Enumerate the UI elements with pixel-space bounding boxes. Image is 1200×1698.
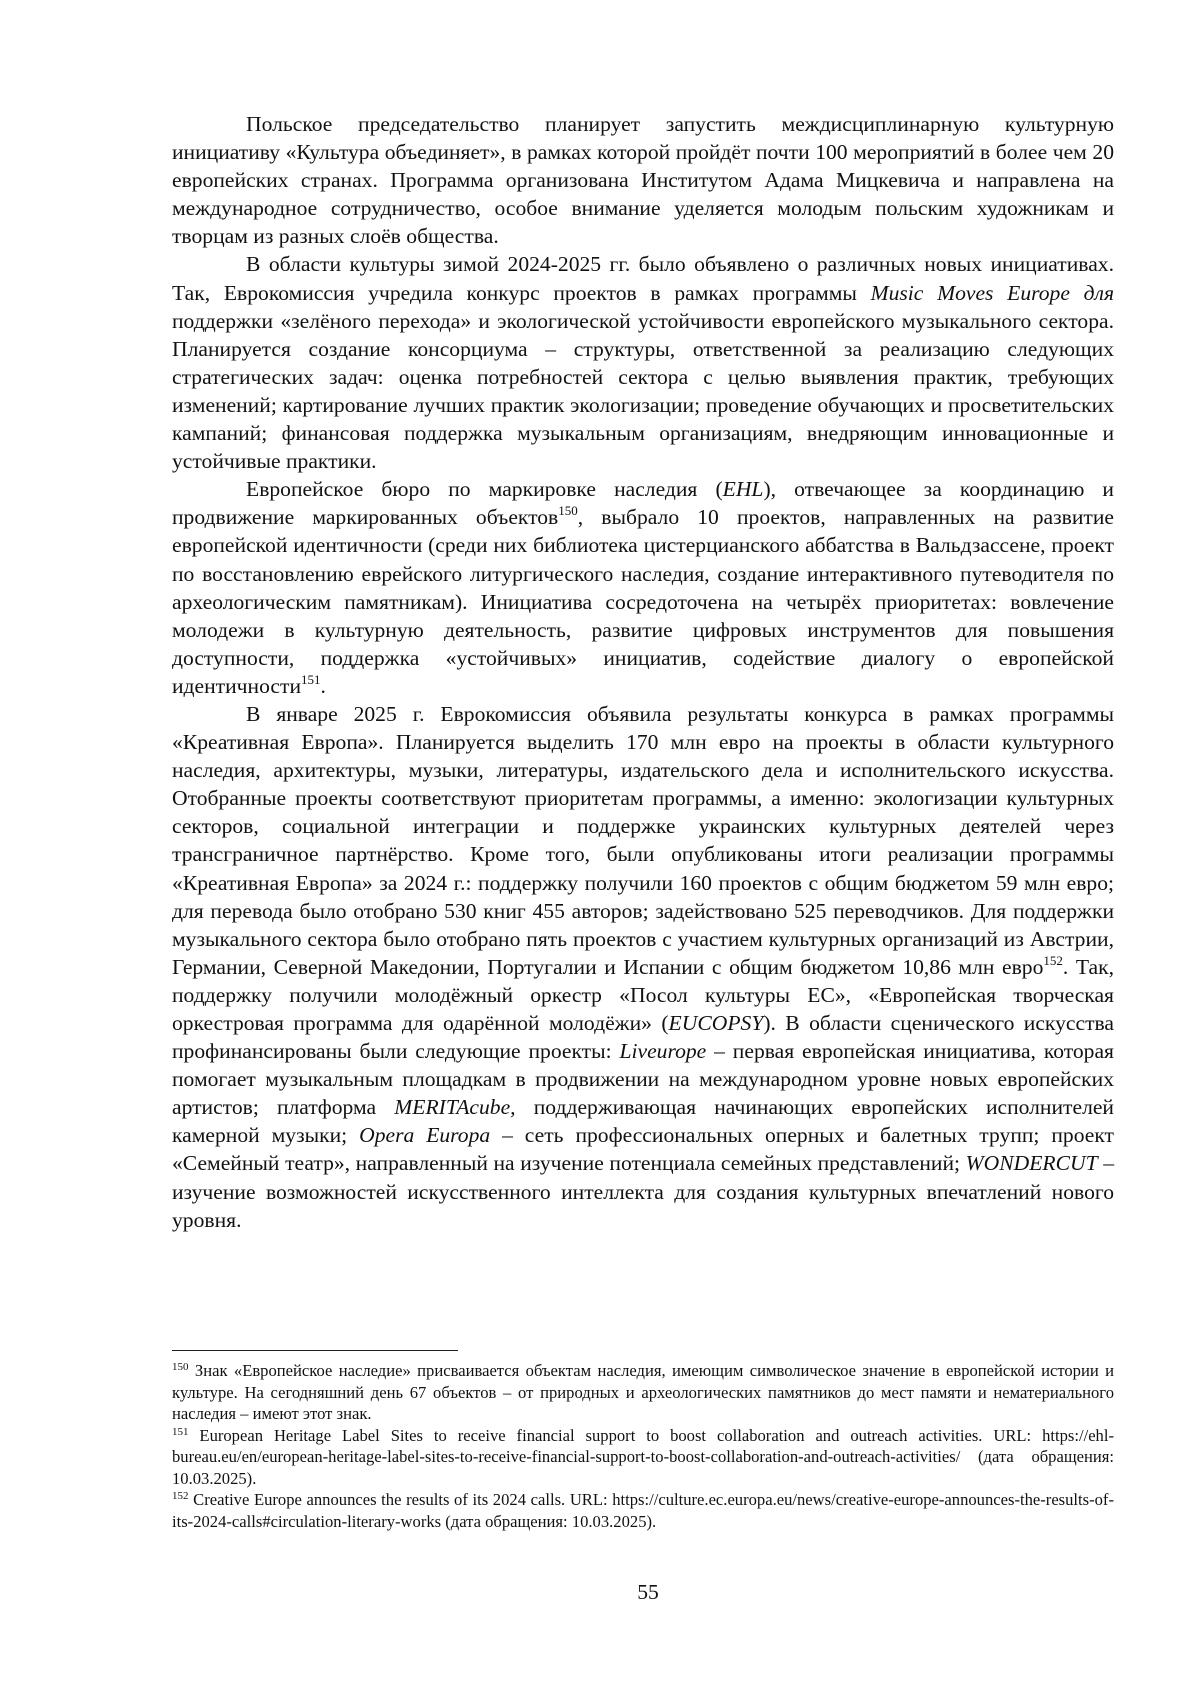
abbr-ehl: EHL [722,477,764,502]
footnote-number: 152 [172,1490,189,1502]
footnote-151[interactable] [172,1425,1114,1490]
project-liveurope: Liveurope [619,1039,707,1064]
footnotes [172,1360,1114,1532]
paragraph-1: Польское председательство планирует запустить междисциплинарную культурную инициативу «Культура объединяет», в рамках которой пройдёт почти 100 мероприятий в более чем 20 европейских странах. Программа организована Институтом Адама Мицкевича и направлена на международное сотрудничество, особое внимание уделяется молодым польским художникам и творцам из разных слоёв общества. [172,112,1114,249]
footnote-ref-151[interactable]: 151 [301,671,321,687]
footnote-separator [172,1350,458,1351]
footnote-text[interactable]: Creative Europe announces the results of its 2024 calls. URL: https://culture.ec.europa.eu/news/creative-europe-announces-the-results-of-its-2024-calls#circulation-literary-works (дата обращения: 10.03.2025). [172,1490,1114,1531]
body-text [172,110,1114,1234]
footnote-ref-152[interactable]: 152 [1043,952,1063,968]
paragraph-3: Европейское бюро по маркировке наследия (EHL), отвечающее за координацию и продвижение маркированных объектов$^{150}$, выбрало 10 проектов, направленных на развитие европейской идентичности (среди них библиотека цистерцианского аббатства в Вальдзассене, проект по восстановлению еврейского литургического наследия, создание интерактивного путеводителя по археологическим памятникам). Инициатива сосредоточена на четырёх приоритетах: вовлечение молодежи в культурную деятельность, развитие цифровых инструментов для повышения доступности, поддержка «устойчивых» инициатив, содействие диалогу о европейской идентичности$^{151}$. [172,477,1114,698]
project-wondercut: WONDERCUT [965,1151,1098,1176]
footnote-150 [172,1360,1114,1425]
paragraph-4: В январе 2025 г. Еврокомиссия объявила результаты конкурса в рамках программы «Креативная Европа». Планируется выделить 170 млн евро на проекты в области культурного наследия, архитектуры, музыки, литературы, издательского дела и исполнительского искусства. Отобранные проекты соответствуют приоритетам программы, а именно: экологизации культурных секторов, социальной интеграции и поддержке украинских культурных деятелей через трансграничное партнёрство. Кроме того, были опубликованы итоги реализации программы «Креативная Европа» за 2024 г.: поддержку получили 160 проектов с общим бюджетом 59 млн евро; для перевода было отобрано 530 книг 455 авторов; задействовано 525 переводчиков. Для поддержки музыкального сектора было отобрано пять проектов с участием культурных организаций из Австрии, Германии, Северной Македонии, Португалии и Испании с общим бюджетом 10,86 млн евро$^{152}$. Так, поддержку получили молодёжный оркестр «Посол культуры ЕС», «Европейская творческая оркестровая программа для одарённой молодёжи» (EUCOPSY). В области сценического искусства профинансированы были следующие проекты: Liveurope – первая европейская инициатива, которая помогает музыкальным площадкам в продвижении на международном уровне новых европейских артистов; платформа MERITAcube, поддерживающая начинающих европейских исполнителей камерной музыки; Opera Europa – сеть профессиональных оперных и балетных трупп; проект «Семейный театр», направленный на изучение потенциала семейных представлений; WONDERCUT – изучение возможностей искусственного интеллекта для создания культурных впечатлений нового уровня. [172,701,1115,1232]
page-number: 55 [637,1580,659,1604]
footnote-text[interactable]: European Heritage Label Sites to receive financial support to boost collaboration and outreach activities. URL: https://ehl-bureau.eu/en/european-heritage-label-sites-to-receive-financial-support-to-boost-collaboration-and-outreach-activities/ (дата обращения: 10.03.2025). [172,1425,1114,1488]
footnote-number: 150 [172,1361,189,1373]
footnote-number: 151 [172,1425,189,1438]
footnote-ref-150[interactable]: 150 [558,503,578,519]
program-name-music-moves-europe: Music Moves Europe для [870,280,1114,305]
footnote-152[interactable] [172,1489,1114,1532]
project-opera-europa: Opera Europa [359,1123,491,1148]
project-eucopsy: EUCOPSY [668,1011,764,1035]
project-meritacube: MERITAcube, [394,1095,516,1120]
footnote-text: Знак «Европейское наследие» присваивается объектам наследия, имеющим символическое значение в европейской истории и культуре. На сегодняшний день 67 объектов – от природных и археологических памятников до мест памяти и нематериального наследия – имеют этот знак. [172,1361,1114,1423]
paragraph-2: В области культуры зимой 2024-2025 гг. было объявлено о различных новых инициативах. Так, Еврокомиссия учредила конкурс проектов в рамках программы Music Moves Europe для поддержки «зелёного перехода» и экологической устойчивости европейского музыкального сектора. Планируется создание консорциума – структуры, ответственной за реализацию следующих стратегических задач: оценка потребностей сектора с целью выявления практик, требующих изменений; картирование лучших практик экологизации; проведение обучающих и просветительских кампаний; финансовая поддержка музыкальным организациям, внедряющим инновационные и устойчивые практики. [172,252,1114,474]
